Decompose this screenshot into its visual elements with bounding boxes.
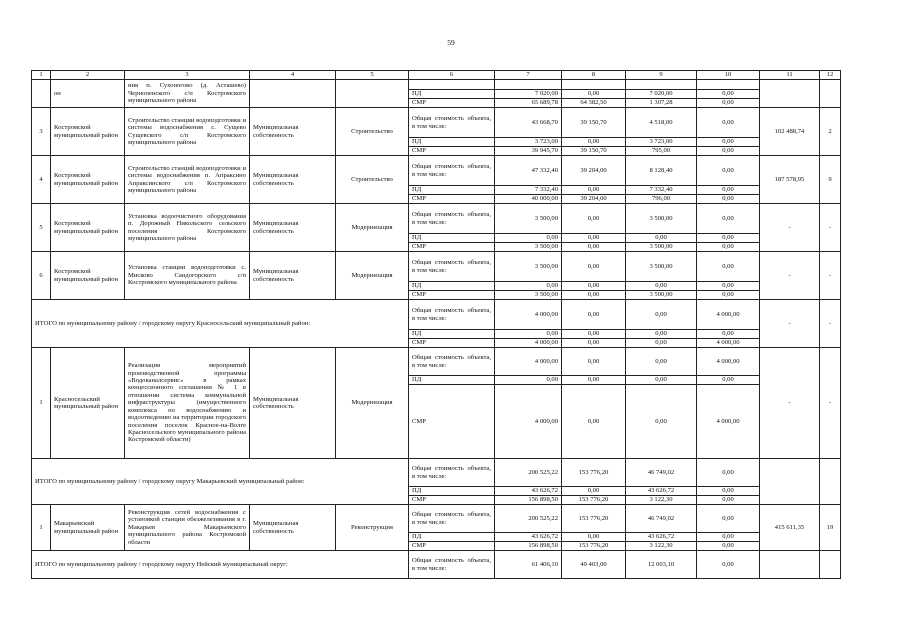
col12-cell: - (820, 348, 841, 459)
total-label: Общая стоимость объекта, в том числе: (409, 551, 495, 579)
area-cell: Костромской муниципальный район (51, 204, 125, 252)
area-cell: Костромской муниципальный район (51, 156, 125, 204)
value-cell: 3 122,30 (626, 496, 697, 505)
value-cell: 3 723,00 (626, 138, 697, 147)
value-cell: 0,00 (562, 204, 626, 234)
value-cell: 200 525,22 (495, 459, 562, 487)
value-cell: 153 776,20 (562, 505, 626, 533)
value-cell: 0,00 (697, 459, 760, 487)
row-number: 6 (32, 252, 51, 300)
value-cell: 3 500,00 (626, 252, 697, 282)
value-cell: 0,00 (562, 138, 626, 147)
table-row (32, 348, 841, 376)
col12-cell: 19 (820, 505, 841, 551)
pd-label: ПД (409, 138, 495, 147)
value-cell: 0,00 (697, 138, 760, 147)
value-cell: 43 668,70 (495, 108, 562, 138)
area-cell: Костромской муниципальный район (51, 108, 125, 156)
header-row (32, 71, 841, 80)
col11-cell (760, 459, 820, 505)
value-cell: 43 626,72 (626, 487, 697, 496)
value-cell: 0,00 (562, 487, 626, 496)
value-cell: 3 500,00 (495, 291, 562, 300)
table-row (32, 505, 841, 533)
header-cell: 4 (250, 71, 336, 80)
value-cell: 39 150,70 (562, 147, 626, 156)
value-cell: 0,00 (562, 376, 626, 385)
value-cell: 0,00 (697, 551, 760, 579)
value-cell: 3 500,00 (495, 252, 562, 282)
work-type-cell: Строительство (336, 156, 409, 204)
value-cell: 7 332,40 (626, 186, 697, 195)
value-cell: 0,00 (562, 252, 626, 282)
value-cell: 0,00 (697, 99, 760, 108)
object-cell: Установка водоочистного оборудования п. Дорожный Никольского сельского поселения Костромского муниципального района (125, 204, 250, 252)
value-cell: 4 000,00 (495, 300, 562, 330)
value-cell: 0,00 (697, 496, 760, 505)
work-type-cell: Строительство (336, 108, 409, 156)
total-row (32, 551, 841, 579)
value-cell: 40 000,00 (495, 195, 562, 204)
col12-cell: 2 (820, 108, 841, 156)
value-cell: 46 749,02 (626, 459, 697, 487)
object-cell: Реализация мероприятий производственной программы «Водоканалсервис» в рамках концессионного соглашения № 1 в отношении системы коммунальной инфраструктуры (имущественного комплекса по водоснабжению и водоотведению на территории городского поселения поселок Красное-на-Волге Красносельского муниципального района Костромской области) (125, 348, 250, 459)
col12-cell: 9 (820, 156, 841, 204)
object-cell: Строительство станции водоподготовки и системы водоснабжения с. Сущево Сущевского с/п Костромского муниципального района (125, 108, 250, 156)
table-row (32, 80, 841, 90)
work-type-cell: Реконструкция (336, 505, 409, 551)
value-cell: 0,00 (626, 339, 697, 348)
value-cell: 0,00 (562, 243, 626, 252)
col11-cell: 102 488,74 (760, 108, 820, 156)
col12-cell (820, 551, 841, 579)
value-cell: 43 626,72 (626, 533, 697, 542)
pd-label: ПД (409, 330, 495, 339)
pd-label: ПД (409, 186, 495, 195)
total-label: Общая стоимость объекта, в том числе: (409, 204, 495, 234)
value-cell: 0,00 (697, 90, 760, 99)
ownership-cell: Муниципальная собственность (250, 156, 336, 204)
row-number: 1 (32, 348, 51, 459)
value-cell: 12 003,10 (626, 551, 697, 579)
smr-label: СМР (409, 385, 495, 459)
col11-cell: - (760, 252, 820, 300)
object-cell: Строительство станций водоподготовки и системы водоснабжения п. Апраксино Апраксинского с/п Костромского муниципального района (125, 156, 250, 204)
value-cell: 0,00 (562, 348, 626, 376)
ownership-cell: Муниципальная собственность (250, 108, 336, 156)
value-cell: 0,00 (697, 291, 760, 300)
value-cell: 795,00 (626, 147, 697, 156)
pd-label: ПД (409, 487, 495, 496)
row-number: 3 (32, 108, 51, 156)
total-label: Общая стоимость объекта, в том числе: (409, 348, 495, 376)
value-cell: 3 723,00 (495, 138, 562, 147)
value-cell: 65 689,78 (495, 99, 562, 108)
header-cell: 2 (51, 71, 125, 80)
value-cell: 0,00 (697, 186, 760, 195)
ownership-cell: Муниципальная собственность (250, 204, 336, 252)
value-cell: 0,00 (697, 195, 760, 204)
value-cell: 0,00 (626, 376, 697, 385)
total-label: Общая стоимость объекта, в том числе: (409, 252, 495, 282)
header-cell: 3 (125, 71, 250, 80)
object-cell: ния п. Сухоногово (д. Асташево) Чернопенского с/п Костромского муниципального района (125, 80, 250, 108)
value-cell: 0,00 (697, 487, 760, 496)
value-cell: 0,00 (626, 300, 697, 330)
work-type-cell: Модернизация (336, 252, 409, 300)
investment-table (31, 70, 841, 579)
table-row (32, 204, 841, 234)
value-cell: 7 332,40 (495, 186, 562, 195)
value-cell: 4 518,00 (626, 108, 697, 138)
ownership-cell (250, 80, 336, 108)
value-cell: 3 500,00 (626, 204, 697, 234)
value-cell: 0,00 (562, 291, 626, 300)
header-cell: 12 (820, 71, 841, 80)
smr-label: СМР (409, 99, 495, 108)
value-cell: 0,00 (697, 376, 760, 385)
value-cell: 61 406,10 (495, 551, 562, 579)
ownership-cell: Муниципальная собственность (250, 505, 336, 551)
ownership-cell: Муниципальная собственность (250, 348, 336, 459)
value-cell: 153 776,20 (562, 459, 626, 487)
value-cell: 156 898,50 (495, 496, 562, 505)
pd-label: ПД (409, 376, 495, 385)
value-cell: 8 128,40 (626, 156, 697, 186)
value-cell: 39 204,00 (562, 195, 626, 204)
value-cell: 0,00 (697, 108, 760, 138)
value-cell: 49 403,00 (562, 551, 626, 579)
row-number (32, 80, 51, 108)
value-cell: 4 000,00 (495, 385, 562, 459)
spacer-cell (495, 80, 562, 90)
page-number: 59 (447, 38, 455, 47)
col12-cell: - (820, 204, 841, 252)
col11-cell: 187 578,95 (760, 156, 820, 204)
table-row (32, 156, 841, 186)
area-cell: Костромской муниципальный район (51, 252, 125, 300)
header-cell: 1 (32, 71, 51, 80)
total-label: Общая стоимость объекта, в том числе: (409, 300, 495, 330)
col11-cell: - (760, 300, 820, 348)
total-row (32, 300, 841, 330)
value-cell: 7 020,00 (495, 90, 562, 99)
smr-label: СМР (409, 496, 495, 505)
value-cell: 43 626,72 (495, 533, 562, 542)
value-cell: 46 749,02 (626, 505, 697, 533)
value-cell: 796,00 (626, 195, 697, 204)
value-cell: 0,00 (495, 282, 562, 291)
spacer-cell (697, 80, 760, 90)
value-cell: 4 000,00 (495, 339, 562, 348)
col12-cell: - (820, 300, 841, 348)
row-number: 4 (32, 156, 51, 204)
value-cell: 4 000,00 (697, 339, 760, 348)
work-type-cell: Модернизация (336, 204, 409, 252)
header-cell: 9 (626, 71, 697, 80)
value-cell: 153 776,20 (562, 542, 626, 551)
value-cell: 3 122,30 (626, 542, 697, 551)
table-row (32, 108, 841, 138)
work-type-cell: Модернизация (336, 348, 409, 459)
area-cell: Макарьевский муниципальный район (51, 505, 125, 551)
value-cell: 0,00 (562, 339, 626, 348)
total-label: Общая стоимость объекта, в том числе: (409, 505, 495, 533)
value-cell: 0,00 (697, 243, 760, 252)
spacer-cell (562, 80, 626, 90)
value-cell: 47 332,40 (495, 156, 562, 186)
value-cell: 39 204,00 (562, 156, 626, 186)
value-cell: 39 945,70 (495, 147, 562, 156)
value-cell: 0,00 (697, 204, 760, 234)
value-cell: 0,00 (697, 282, 760, 291)
col11-cell: 415 611,35 (760, 505, 820, 551)
row-number: 1 (32, 505, 51, 551)
value-cell: 0,00 (697, 542, 760, 551)
object-cell: Установка станции водоподготовки с. Мисково Сандогорского с/п Костромского муниципального района (125, 252, 250, 300)
pd-label: ПД (409, 533, 495, 542)
object-cell: Реконструкция сетей водоснабжения с установкой станции обезжелезивания в г. Макарьев Макарьевского муниципального района Костромской области (125, 505, 250, 551)
value-cell: 0,00 (562, 282, 626, 291)
spacer-cell (626, 80, 697, 90)
value-cell: 0,00 (697, 234, 760, 243)
pd-label: ПД (409, 90, 495, 99)
pd-label: ПД (409, 234, 495, 243)
value-cell: 200 525,22 (495, 505, 562, 533)
value-cell: 3 500,00 (626, 291, 697, 300)
ownership-cell: Муниципальная собственность (250, 252, 336, 300)
district-total-label: ИТОГО по муниципальному району / городскому округу Нейский муниципальный округ: (32, 551, 409, 579)
value-cell: 0,00 (562, 300, 626, 330)
table-row (32, 252, 841, 282)
work-type-cell (336, 80, 409, 108)
value-cell: 0,00 (697, 252, 760, 282)
total-row (32, 459, 841, 487)
value-cell: 153 776,20 (562, 496, 626, 505)
header-cell: 8 (562, 71, 626, 80)
smr-label: СМР (409, 243, 495, 252)
value-cell: 64 382,50 (562, 99, 626, 108)
value-cell: 4 000,00 (697, 348, 760, 376)
row-number: 5 (32, 204, 51, 252)
col11-cell: - (760, 204, 820, 252)
value-cell: 0,00 (626, 348, 697, 376)
smr-label: СМР (409, 542, 495, 551)
value-cell: 0,00 (495, 234, 562, 243)
col11-cell (760, 551, 820, 579)
area-cell: Красносельский муниципальный район (51, 348, 125, 459)
value-cell: 39 150,70 (562, 108, 626, 138)
value-cell: 4 000,00 (697, 385, 760, 459)
value-cell: 156 898,50 (495, 542, 562, 551)
header-cell: 11 (760, 71, 820, 80)
value-cell: 0,00 (697, 330, 760, 339)
value-cell: 0,00 (562, 90, 626, 99)
value-cell: 0,00 (626, 385, 697, 459)
area-cell: он (51, 80, 125, 108)
pd-label: ПД (409, 282, 495, 291)
header-cell: 6 (409, 71, 495, 80)
total-label: Общая стоимость объекта, в том числе: (409, 156, 495, 186)
value-cell: 3 500,00 (495, 204, 562, 234)
district-total-label: ИТОГО по муниципальному району / городскому округу Макарьевский муниципальный район: (32, 459, 409, 505)
total-label: Общая стоимость объекта, в том числе: (409, 108, 495, 138)
value-cell: 0,00 (697, 156, 760, 186)
col12-cell (820, 459, 841, 505)
district-total-label: ИТОГО по муниципальному району / городскому округу Красносельский муниципальный район: (32, 300, 409, 348)
total-label: Общая стоимость объекта, в том числе: (409, 459, 495, 487)
col12-cell: - (820, 252, 841, 300)
value-cell: 0,00 (495, 376, 562, 385)
value-cell: 0,00 (495, 330, 562, 339)
smr-label: СМР (409, 339, 495, 348)
smr-label: СМР (409, 291, 495, 300)
value-cell: 0,00 (697, 533, 760, 542)
value-cell: 3 500,00 (495, 243, 562, 252)
value-cell: 0,00 (562, 330, 626, 339)
col12-cell (820, 80, 841, 108)
value-cell: 1 307,28 (626, 99, 697, 108)
value-cell: 0,00 (562, 385, 626, 459)
value-cell: 0,00 (626, 330, 697, 339)
value-cell: 4 000,00 (697, 300, 760, 330)
value-cell: 0,00 (697, 505, 760, 533)
value-cell: 0,00 (697, 147, 760, 156)
header-cell: 5 (336, 71, 409, 80)
value-cell: 0,00 (626, 282, 697, 291)
value-cell: 3 500,00 (626, 243, 697, 252)
value-cell: 0,00 (562, 533, 626, 542)
header-cell: 10 (697, 71, 760, 80)
value-cell: 0,00 (562, 186, 626, 195)
value-cell: 0,00 (626, 234, 697, 243)
value-cell: 7 020,00 (626, 90, 697, 99)
spacer-cell (409, 80, 495, 90)
smr-label: СМР (409, 147, 495, 156)
header-cell: 7 (495, 71, 562, 80)
value-cell: 43 626,72 (495, 487, 562, 496)
smr-label: СМР (409, 195, 495, 204)
value-cell: 4 000,00 (495, 348, 562, 376)
value-cell: 0,00 (562, 234, 626, 243)
col11-cell: - (760, 348, 820, 459)
col11-cell (760, 80, 820, 108)
